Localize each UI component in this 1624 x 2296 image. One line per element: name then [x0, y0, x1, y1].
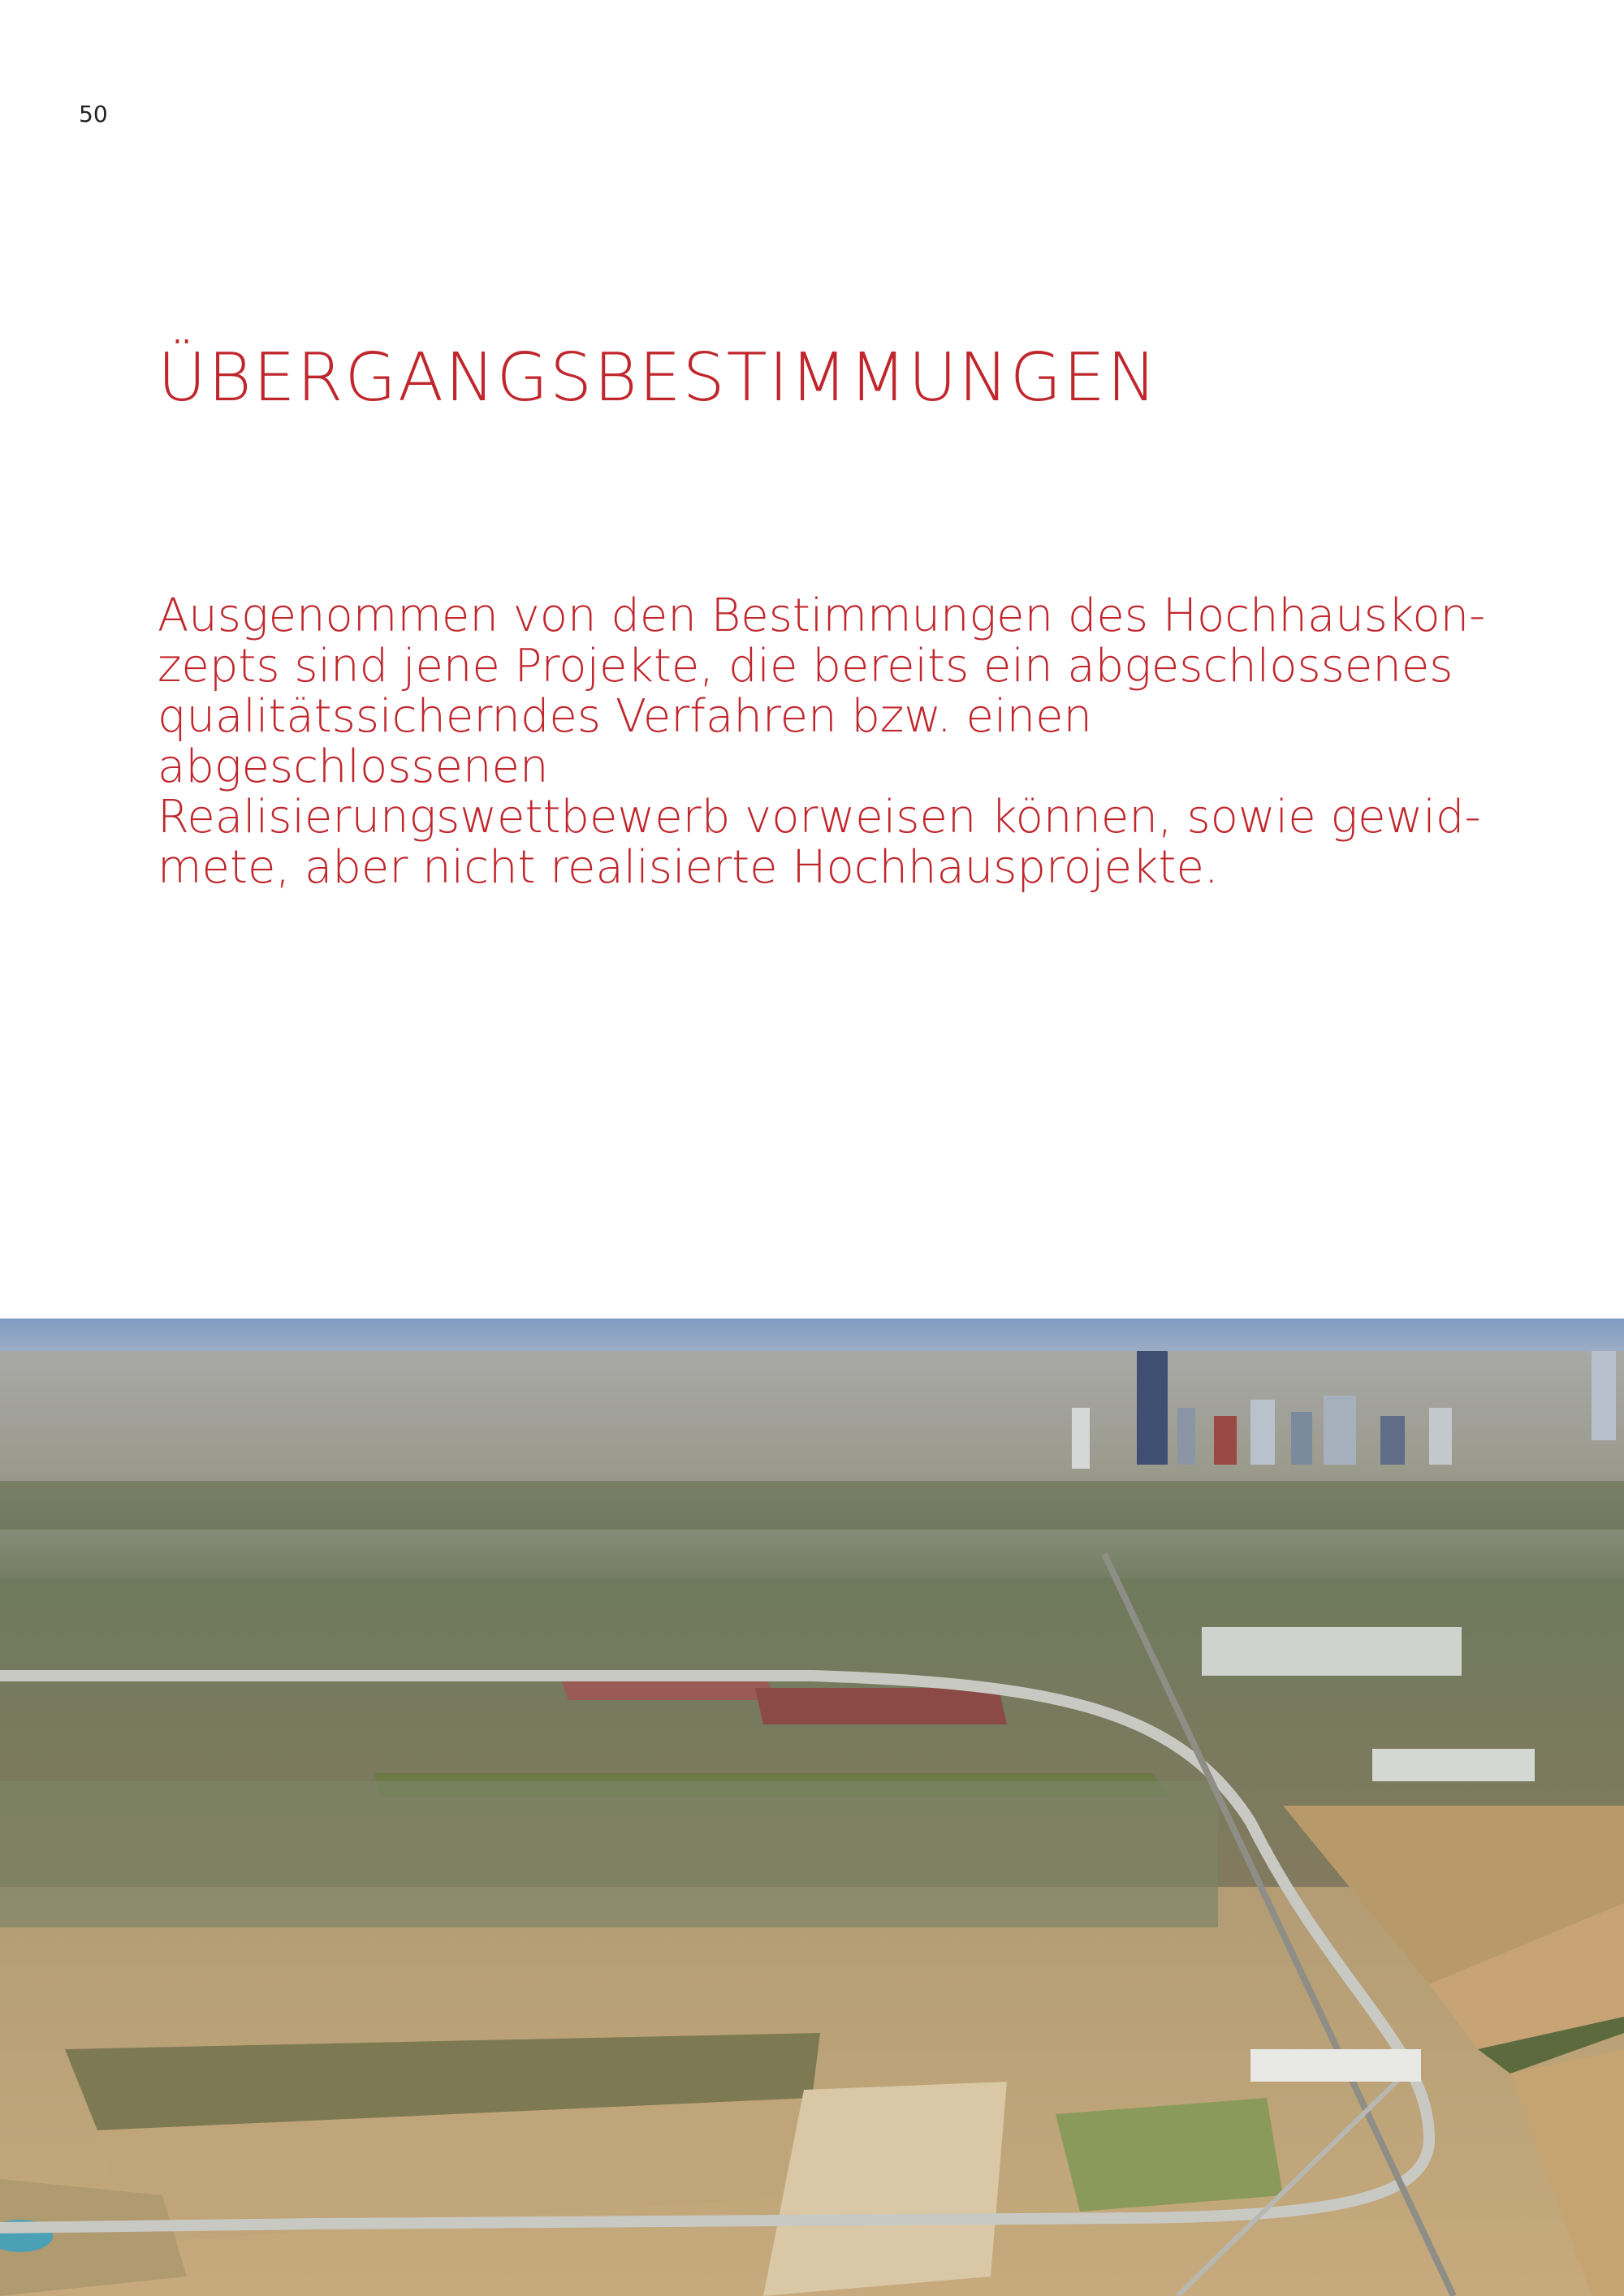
page-number: 50	[79, 101, 108, 127]
body-paragraph: Ausgenommen von den Bestimmungen des Hochhauskon- zepts sind jene Projekte, die bereits ein abgeschlossenes qualitätssicherndes Verfahren bzw. einen abgeschlossenen Realisierungswettbewerb vorweisen können, sowie gewid- mete, aber nicht realisierte Hochhausprojekte.	[158, 589, 1486, 894]
aerial-photo	[0, 1318, 1624, 2296]
page-title: ÜBERGANGSBESTIMMUNGEN	[158, 339, 1159, 416]
